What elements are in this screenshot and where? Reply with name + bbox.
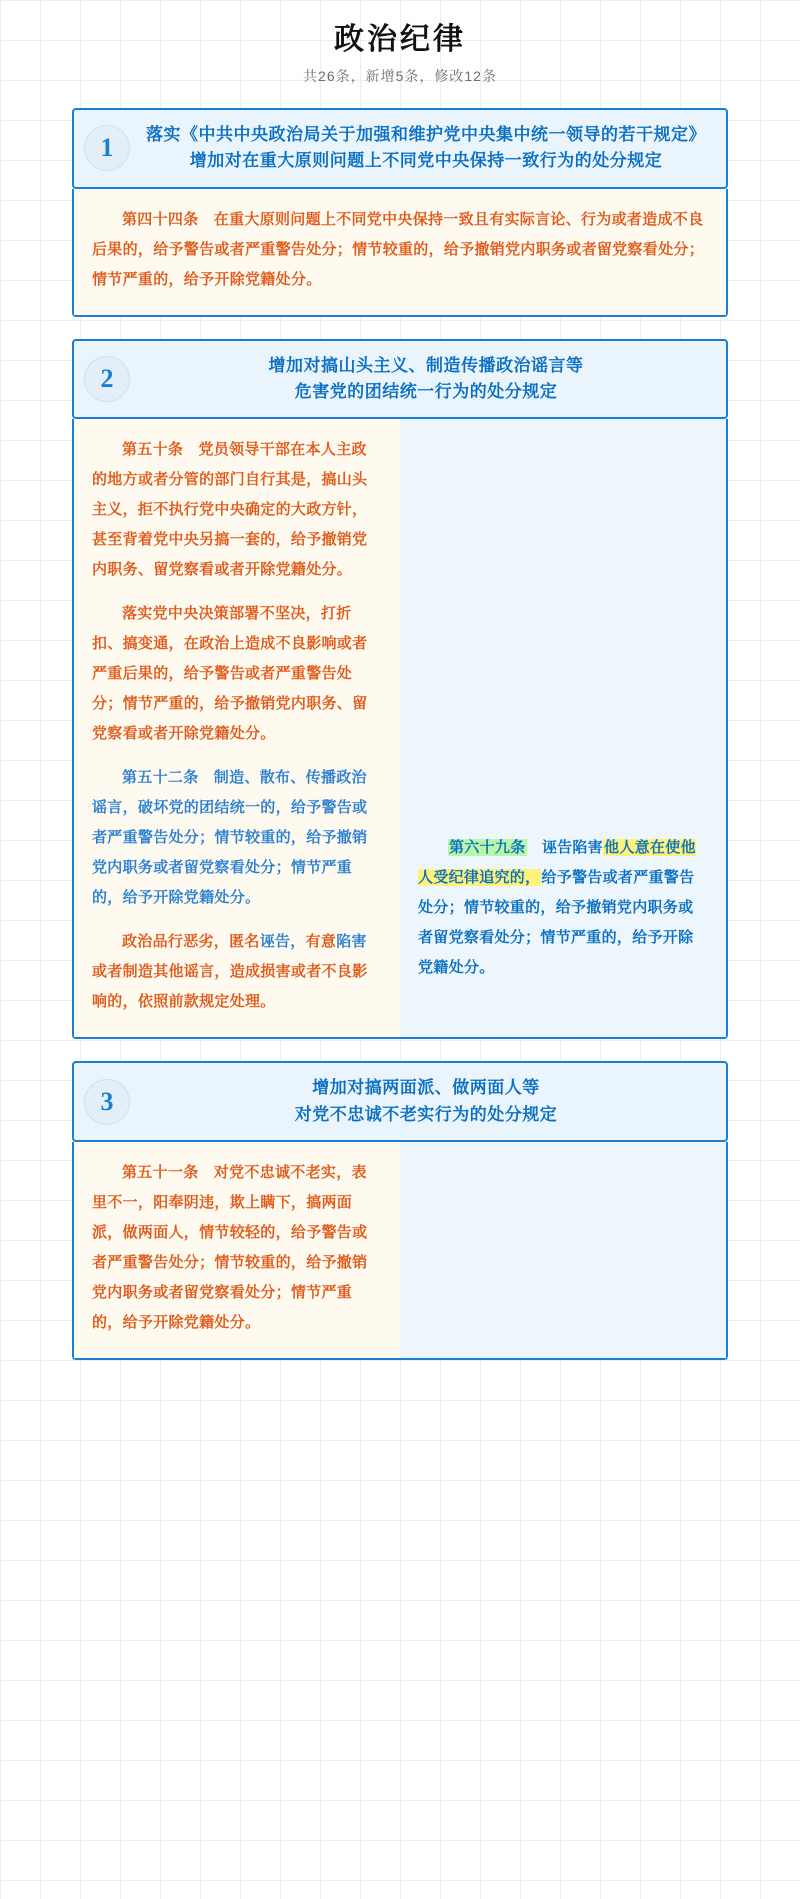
section-2-body (72, 419, 728, 1039)
highlight-green: 第六十九条 (449, 839, 526, 857)
section-2-paragraph-3: 第五十二条 制造、散布、传播政治谣言，破坏党的团结统一的，给予警告或者严重警告处分；情节较重的，给予撤销党内职务或者留党察看处分；情节严重的，给予开除党籍处分。 (92, 769, 368, 907)
section-2-paragraph-1: 第五十条 党员领导干部在本人主政的地方或者分管的部门自行其是，搞山头主义，拒不执行党中央确定的大政方针，甚至背着党中央另搞一套的，给予撤销党内职务、留党察看或者开除党籍处分。 (92, 441, 368, 579)
section-2-left-column (74, 419, 400, 1037)
section-3-right-column (400, 1142, 726, 1358)
section-3-title (140, 1075, 712, 1128)
highlight-yellow: 他人意在使他人受纪律追究的， (418, 839, 696, 887)
section-2-right-paragraph-1: 第六十九条 诬告陷害他人意在使他人受纪律追究的，给予警告或者严重警告处分；情节较重的，给予撤销党内职务或者留党察看处分；情节严重的，给予开除党籍处分。 (418, 839, 696, 977)
emphasis-orange-3: 或者制造其他谣言，造成损害或者不良影响的，依照前款规定处理。 (92, 963, 368, 1011)
section-1-number: 1 (84, 125, 130, 171)
section-2-paragraph-4: 政治品行恶劣，匿名诬告，有意陷害或者制造其他谣言，造成损害或者不良影响的，依照前款规定处理。 (92, 933, 368, 1011)
section-2-number: 2 (84, 356, 130, 402)
section-1 (72, 108, 728, 317)
section-3-number: 3 (84, 1079, 130, 1125)
section-3-title-line2: 对党不忠诚不老实行为的处分规定 (294, 1104, 558, 1124)
section-1-left-column (74, 189, 726, 315)
section-3-header (72, 1061, 728, 1142)
emphasis-orange-2: 有意 (305, 933, 337, 951)
section-2-title (140, 353, 712, 406)
section-3-left-column (74, 1142, 400, 1358)
section-3-paragraph-1: 第五十一条 对党不忠诚不老实，表里不一，阳奉阴违，欺上瞒下，搞两面派，做两面人，情节较轻的，给予警告或者严重警告处分；情节较重的，给予撤销党内职务或者留党察看处分；情节严重的，给予开除党籍处分。 (92, 1164, 368, 1332)
section-1-title (140, 122, 712, 175)
emphasis-orange: 政治品行恶劣，匿名 (122, 933, 260, 951)
section-1-title-line1: 落实《中共中央政治局关于加强和维护党中央集中统一领导的若干规定》 (146, 125, 706, 144)
section-1-body (72, 189, 728, 317)
section-2-title-line2: 危害党的团结统一行为的处分规定 (294, 382, 558, 402)
page-header (0, 0, 800, 86)
section-3-body (72, 1142, 728, 1360)
section-3-title-line1: 增加对搞两面派、做两面人等 (312, 1078, 540, 1098)
section-1-header (72, 108, 728, 189)
section-3 (72, 1061, 728, 1360)
section-2-right-column (400, 419, 726, 1037)
section-2-header (72, 339, 728, 420)
section-2 (72, 339, 728, 1040)
section-2-paragraph-2: 落实党中央决策部署不坚决，打折扣、搞变通，在政治上造成不良影响或者严重后果的，给予警告或者严重警告处分；情节严重的，给予撤销党内职务、留党察看或者开除党籍处分。 (92, 605, 368, 743)
section-1-paragraph-1: 第四十四条 在重大原则问题上不同党中央保持一致且有实际言论、行为或者造成不良后果的，给予警告或者严重警告处分；情节较重的，给予撤销党内职务或者留党察看处分；情节严重的，给予开除党籍处分。 (92, 210, 705, 288)
page-title: 政治纪律 (334, 23, 466, 56)
page-subtitle: 共26条，新增5条，修改12条 (303, 68, 497, 84)
section-1-title-line2: 增加对在重大原则问题上不同党中央保持一致行为的处分规定 (189, 151, 663, 171)
section-2-title-line1: 增加对搞山头主义、制造传播政治谣言等 (268, 355, 584, 375)
sections-container (72, 108, 728, 1360)
